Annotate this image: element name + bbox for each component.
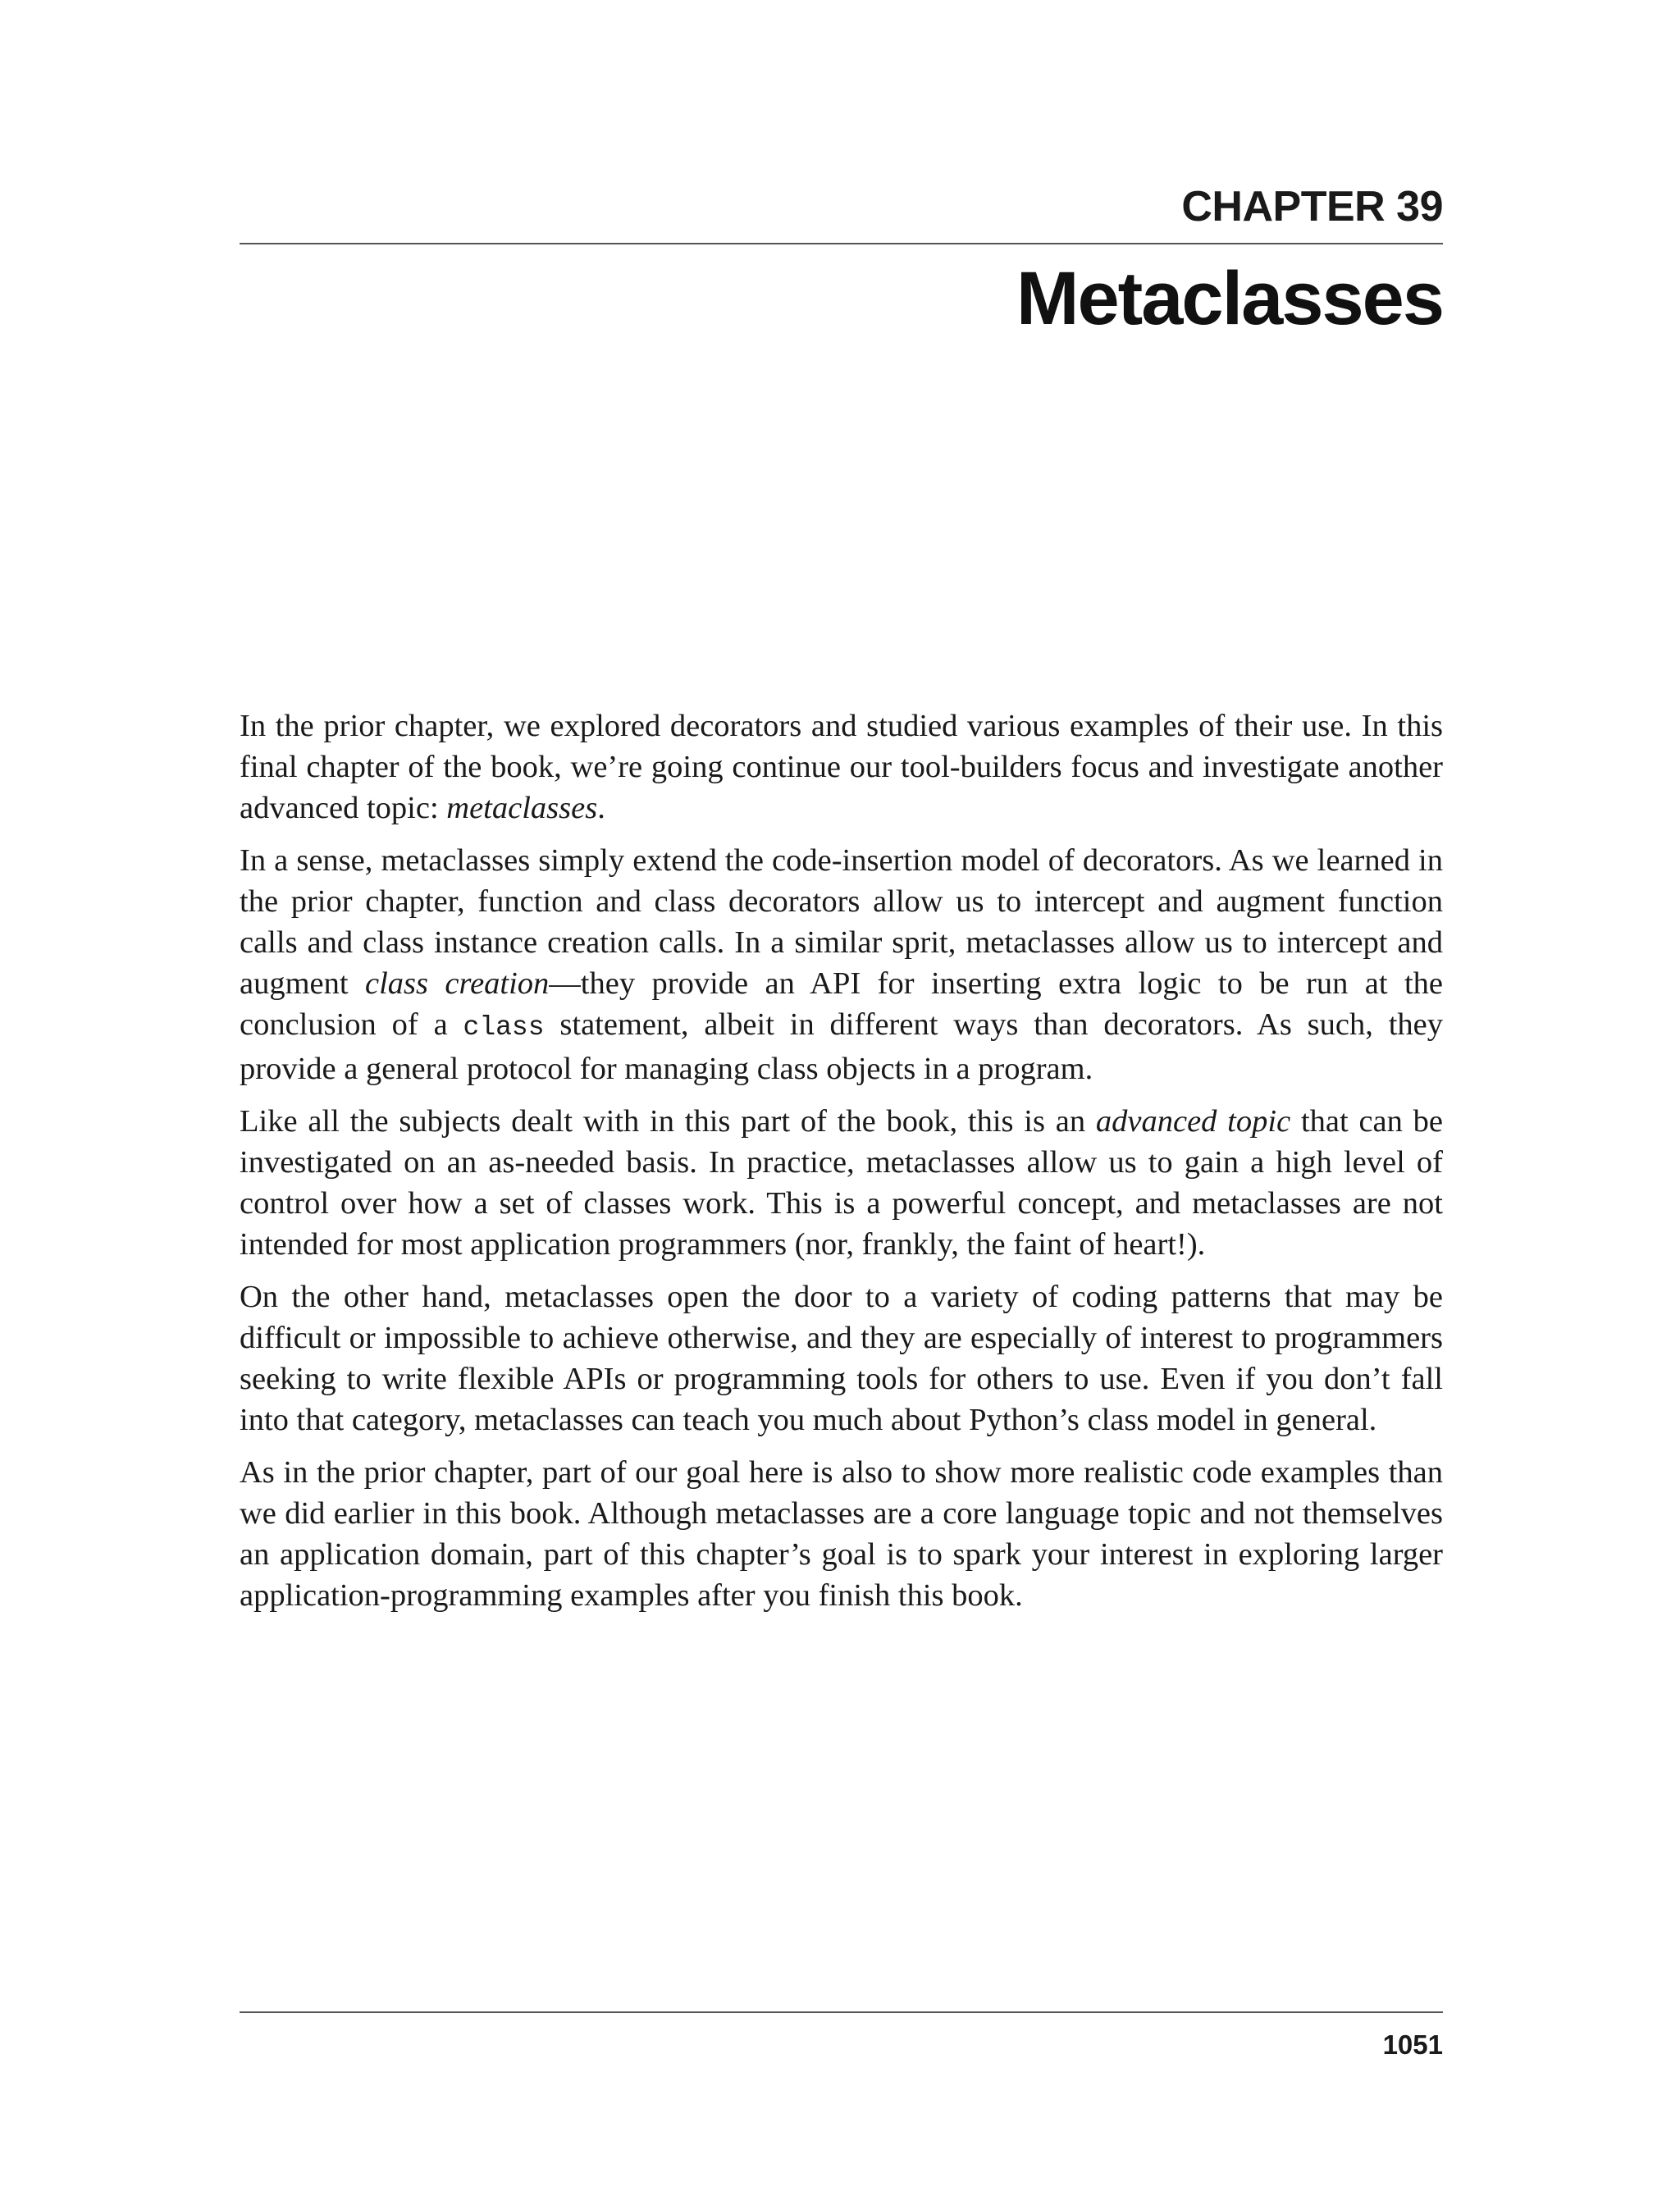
- paragraph-3-text-b: that can be investigated on an as-needed basis. In practice, metaclasses allow us to gain a high level of control over how a set of classes work. This is a powerful concept, and metaclasses are not intended for most application programmers (nor, frankly, the faint of heart!).: [240, 1104, 1444, 1262]
- paragraph-2-text-c: statement, albeit in different ways than decorators. As such, they provide a general protocol for managing class objects in a program.: [240, 1007, 1444, 1086]
- paragraph-1-text-b: .: [597, 791, 605, 825]
- paragraph-5: As in the prior chapter, part of our goal here is also to show more realistic code examples than we did earlier in this book. Although metaclasses are a core language topic and not themselves an application domain, part of this chapter’s goal is to spark your interest in exploring larger application-programming examples after you finish this book.: [240, 1455, 1443, 1613]
- chapter-label: CHAPTER 39: [1181, 183, 1443, 231]
- paragraph-3-emphasis: advanced topic: [1095, 1104, 1291, 1139]
- paragraph-2-text-a: In a sense, metaclasses simply extend the code-insertion model of decorators. As we learned in the prior chapter, function and class decorators allow us to intercept and augment function calls and class instance creation calls. In a similar sprit, metaclasses allow us to intercept and augment: [240, 843, 1443, 1001]
- paragraph-2-code: class: [463, 1012, 545, 1043]
- paragraph-4: On the other hand, metaclasses open the door to a variety of coding patterns that may be difficult or impossible to achieve otherwise, and they are especially of interest to programmers seeking to write flexible APIs or programming tools for others to use. Even if you don’t fall into that category, metaclasses can teach you much about Python’s class model in general.: [240, 1280, 1443, 1437]
- paragraph-1-text-a: In the prior chapter, we explored decorators and studied various examples of their use. In this final chapter of the book, we’re going continue our tool-builders focus and investigate another advanced topic:: [240, 709, 1443, 825]
- paragraph-1: [240, 705, 1443, 829]
- paragraph-3: [240, 1101, 1443, 1265]
- chapter-title: Metaclasses: [1016, 257, 1443, 340]
- paragraph-3-text-a: Like all the subjects dealt with in this part of the book, this is an: [240, 1104, 1096, 1139]
- chapter-rule: [240, 243, 1443, 244]
- paragraph-2-text-b: —they provide an API for inserting extra logic to be run at the conclusion of a: [240, 966, 1443, 1042]
- paragraph-1-emphasis: metaclasses: [446, 791, 598, 825]
- chapter-body: [240, 705, 1443, 1628]
- paragraph-2: [240, 840, 1443, 1089]
- paragraph-2-emphasis: class creation: [365, 966, 550, 1001]
- page-number: 1051: [1382, 2029, 1443, 2060]
- footer-rule: [240, 2011, 1443, 2013]
